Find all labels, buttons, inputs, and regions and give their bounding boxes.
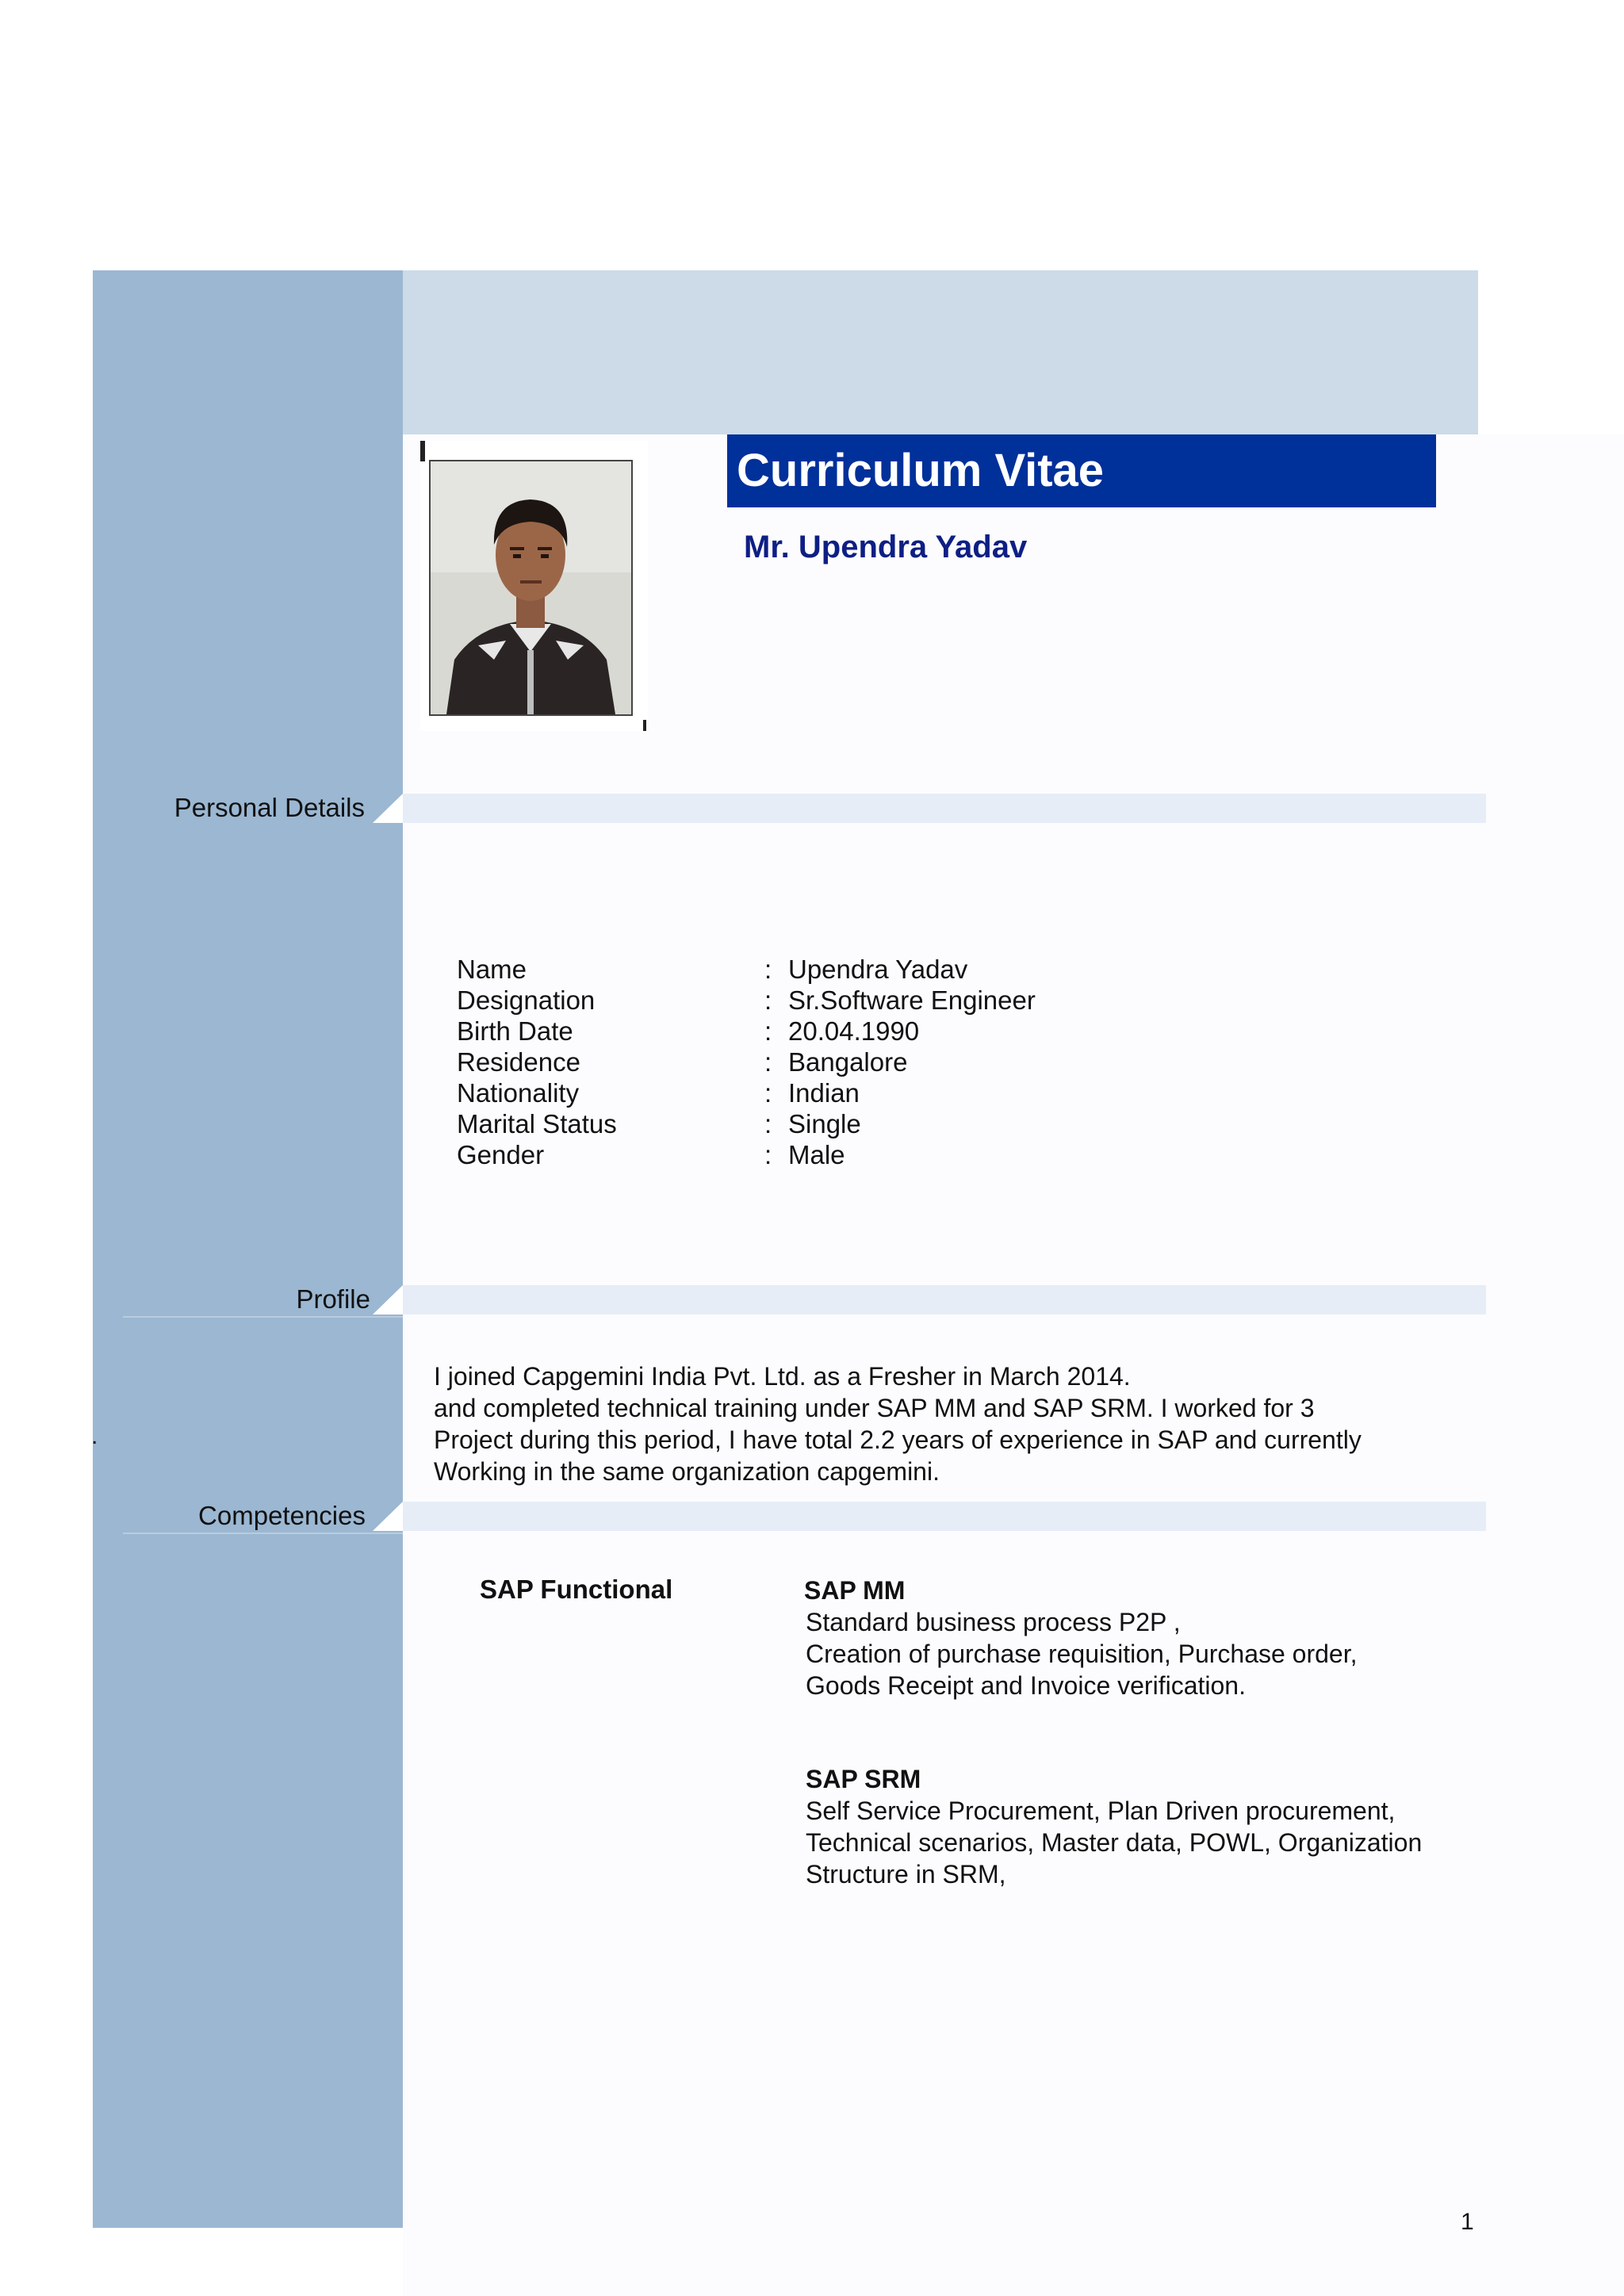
competency-sap-mm <box>804 1575 1486 1701</box>
competency-line: Goods Receipt and Invoice verification. <box>806 1671 1246 1700</box>
value-gender: Male <box>788 1140 845 1169</box>
competency-line: Creation of purchase requisition, Purchase order, <box>806 1640 1358 1668</box>
profile-line: Project during this period, I have total 2.2 years of experience in SAP and currently <box>434 1425 1362 1454</box>
stray-mark: . <box>91 1423 98 1449</box>
label-marital-status: Marital Status <box>457 1109 617 1138</box>
photo-corner-mark <box>643 720 646 731</box>
value-designation: Sr.Software Engineer <box>788 985 1036 1015</box>
colon: : <box>764 1047 772 1077</box>
section-rule <box>123 1533 403 1534</box>
cv-title: Curriculum Vitae <box>727 434 1436 507</box>
candidate-name-heading: Mr. Upendra Yadav <box>744 530 1028 564</box>
value-birth-date: 20.04.1990 <box>788 1016 920 1046</box>
competency-category: SAP Functional <box>480 1575 673 1604</box>
section-bar-profile <box>403 1285 1486 1314</box>
competency-line: Self Service Procurement, Plan Driven procurement, <box>806 1797 1396 1825</box>
header-band <box>403 270 1478 434</box>
colon: : <box>764 1016 772 1046</box>
competency-sap-srm <box>806 1763 1488 1890</box>
profile-line: I joined Capgemini India Pvt. Ltd. as a Fresher in March 2014. <box>434 1362 1131 1391</box>
personal-details-colons <box>764 954 772 1170</box>
section-rule <box>123 1316 403 1318</box>
label-birth-date: Birth Date <box>457 1016 573 1046</box>
value-marital-status: Single <box>788 1109 861 1138</box>
left-sidebar <box>93 270 403 2228</box>
profile-line: and completed technical training under SAP MM and SAP SRM. I worked for 3 <box>434 1394 1315 1422</box>
section-label-personal-details: Personal Details <box>174 793 365 822</box>
section-notch <box>373 1285 403 1314</box>
portrait-photo <box>429 460 633 716</box>
colon: : <box>764 955 772 984</box>
label-gender: Gender <box>457 1140 545 1169</box>
value-nationality: Indian <box>788 1078 860 1108</box>
colon: : <box>764 1109 772 1138</box>
competency-line: Structure in SRM, <box>806 1860 1006 1888</box>
portrait-icon <box>431 461 631 714</box>
profile-paragraph <box>434 1360 1488 1487</box>
colon: : <box>764 985 772 1015</box>
section-notch <box>373 794 403 823</box>
value-residence: Bangalore <box>788 1047 908 1077</box>
label-name: Name <box>457 955 527 984</box>
competency-heading-srm: SAP SRM <box>806 1765 921 1793</box>
competency-line: Standard business process P2P , <box>806 1608 1181 1636</box>
value-name: Upendra Yadav <box>788 955 968 984</box>
colon: : <box>764 1140 772 1169</box>
section-label-competencies: Competencies <box>198 1501 366 1530</box>
colon: : <box>764 1078 772 1108</box>
personal-details-values <box>788 954 1036 1170</box>
photo-corner-mark <box>420 441 425 461</box>
personal-details-labels <box>457 954 617 1170</box>
label-residence: Residence <box>457 1047 580 1077</box>
competency-line: Technical scenarios, Master data, POWL, Organization <box>806 1828 1423 1857</box>
section-label-profile: Profile <box>296 1284 370 1314</box>
section-bar-personal-details <box>403 794 1486 823</box>
section-bar-competencies <box>403 1502 1486 1531</box>
label-nationality: Nationality <box>457 1078 580 1108</box>
page-number: 1 <box>1461 2209 1474 2235</box>
profile-line: Working in the same organization capgemini. <box>434 1457 940 1486</box>
label-designation: Designation <box>457 985 596 1015</box>
competency-heading-mm: SAP MM <box>804 1576 906 1605</box>
section-notch <box>373 1502 403 1531</box>
